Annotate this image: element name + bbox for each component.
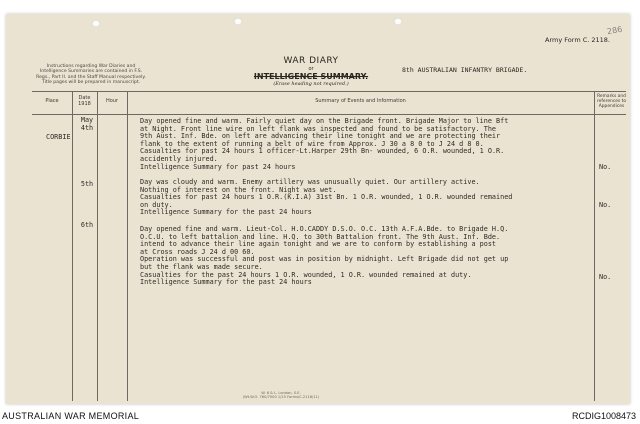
title-intelligence-summary: INTELLIGENCE SUMMARY.	[253, 72, 369, 81]
column-divider	[594, 91, 595, 401]
punch-hole	[92, 20, 100, 27]
entry-line: at Cross roads J 24 d 00 60.	[140, 247, 255, 256]
entry-month: May	[80, 116, 94, 124]
entry-line: on duty.	[140, 200, 173, 209]
diary-title-block	[236, 56, 386, 87]
erase-note: (Erase heading not required.)	[273, 81, 349, 87]
entry-line: Day opened fine and warm. Lieut-Col. H.O.CADDY D.S.O. O.C. 13th A.F.A.Bde. to Brigade H.Q.	[140, 225, 509, 233]
header-date-label: Date	[78, 95, 91, 101]
entry-remark: No.	[599, 163, 612, 171]
header-place: Place	[45, 98, 59, 104]
entry-line: but the flank was made secure.	[140, 262, 263, 271]
record-id: RCDIG1008473	[571, 411, 636, 421]
header-date	[72, 95, 97, 107]
entry-line: Nothing of interest on the front. Night was wet.	[140, 185, 337, 194]
printer-line: W. 6 & L. London, S.E.	[261, 391, 301, 395]
punch-hole	[234, 18, 242, 25]
entry-date: 5th	[80, 180, 94, 188]
entry-line: intend to advance their line again tonight and we are to conform by establishing a post	[140, 240, 497, 249]
entry-line: Casualties for past 24 hours 1 O.R.(K.I.A) 31st Bn. 1 O.R. wounded, 1 O.R. wounded remained	[140, 193, 513, 202]
entry-remark: No.	[599, 201, 612, 209]
header-summary: Summary of Events and Information	[315, 98, 406, 104]
header-year: 1918	[78, 101, 91, 107]
entry-summary	[140, 179, 530, 217]
unit-name: 8th AUSTRALIAN INFANTRY BRIGADE.	[402, 66, 528, 74]
printer-line: (Wt.W.O. 760/7000 1/15 Forms/C.2118/11)	[242, 395, 320, 400]
printer-imprint	[221, 391, 341, 400]
entry-line: 9th Aust. Inf. Bde. on left are advancing their line tonight and we are protecting their	[140, 132, 501, 141]
entry-line: Casualties for the past 24 hours 1 O.R. wounded, 1 O.R. wounded remained at duty.	[140, 270, 472, 279]
entry-line: accidently injured.	[140, 154, 218, 163]
header-hour: Hour	[105, 98, 119, 104]
title-or: or	[308, 66, 314, 72]
column-divider	[97, 91, 98, 401]
entry-date: 6th	[80, 221, 94, 229]
title-war-diary: WAR DIARY	[283, 56, 339, 66]
table-top-rule	[32, 91, 626, 92]
entry-line: Operation was successful and post was in position by midnight. Left Brigade did not get up	[140, 255, 509, 264]
entry-summary	[140, 226, 530, 287]
entry-line: O.C.U. to left battalion and line. H.Q. to 30th Battalion front. The 9th Aust. Inf. Bde.	[140, 232, 501, 241]
entry-line: Intelligence Summary for past 24 hours	[140, 162, 296, 171]
entry-place: CORBIE	[46, 133, 71, 141]
entry-line: Intelligence Summary for the past 24 hours	[140, 278, 312, 287]
entry-remark: No.	[599, 273, 612, 281]
entry-line: Casualties for past 24 hours 1 officer-Lt.Harper 29th Bn- wounded, 6 O.R. wounded, 1 O.R.	[140, 147, 505, 156]
form-number: Army Form C. 2118.	[545, 36, 610, 44]
entry-line: flank to the extent of running a belt of wire from Approx. J 30 a 8 0 to J 24 d 8 0.	[140, 139, 484, 148]
instructions-note: Instructions regarding War Diaries and Intelligence Summaries are contained in F.S. Regs., Part II. and the Staff Manual respectively. Title pages will be prepared in manuscript.	[36, 64, 146, 86]
entry-line: Intelligence Summary for the past 24 hours	[140, 208, 312, 217]
diary-page	[6, 14, 630, 404]
header-remarks: Remarks and references to Appendices	[596, 94, 627, 109]
entry-line: at Night. Front line wire on left flank was inspected and found to be satisfactory. The	[140, 124, 497, 133]
entry-line: Day opened fine and warm. Fairly quiet day on the Brigade front. Brigade Major to line Bft	[140, 117, 509, 125]
column-divider	[127, 91, 128, 401]
entry-summary	[140, 118, 530, 171]
entry-date: 4th	[80, 124, 94, 132]
pencil-page-number: 286	[606, 24, 623, 37]
entry-line: Day was cloudy and warm. Enemy artillery was unusually quiet. Our artillery active.	[140, 178, 480, 186]
punch-hole	[394, 18, 402, 25]
archive-caption: AUSTRALIAN WAR MEMORIAL	[2, 411, 140, 421]
table-header-rule	[32, 114, 626, 115]
